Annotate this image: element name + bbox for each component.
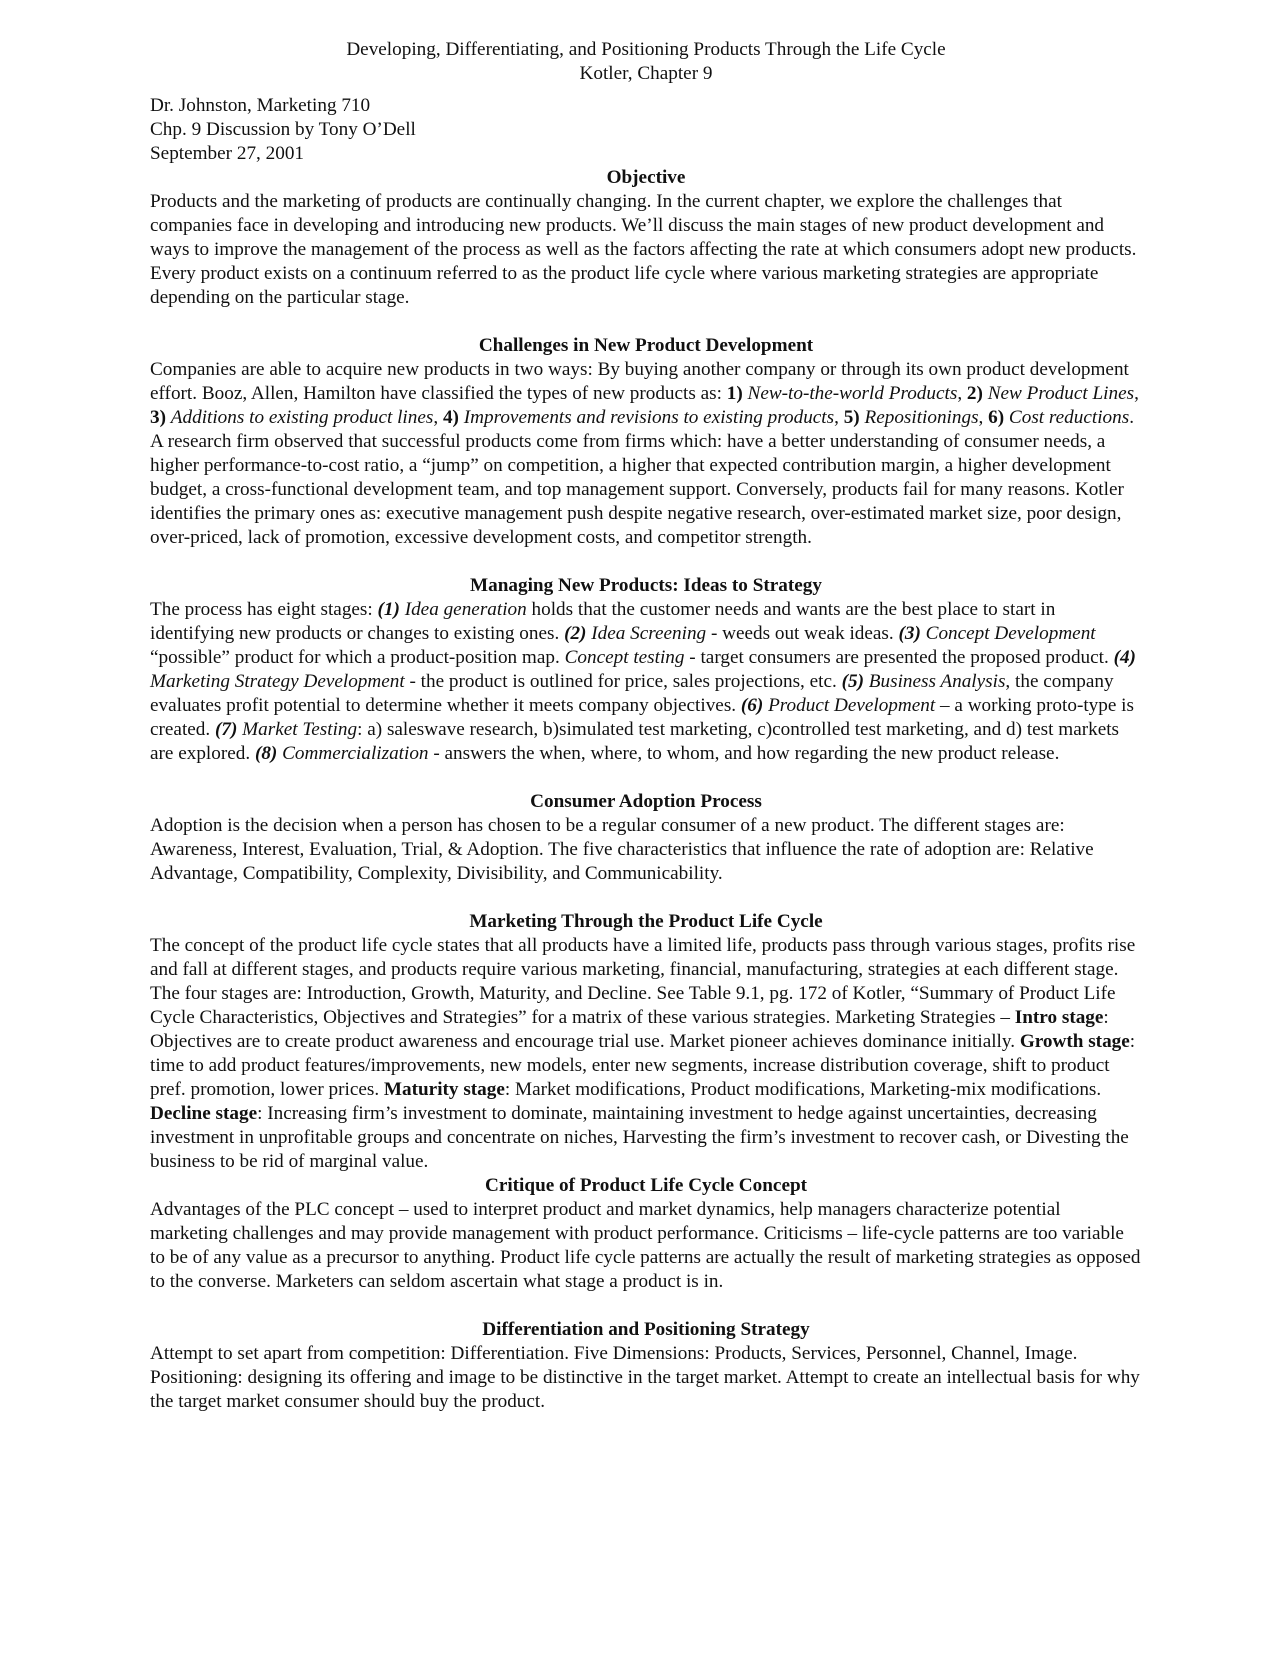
section-text-challenges: Companies are able to acquire new products in two ways: By buying another company or through its own product development effort. Booz, Allen, Hamilton have classified the types of new products as: 1) New-to-the-world Products, 2) New Product Lines, 3) Additions to existing product lines, 4) Improvements and revisions to existing products, 5) Repositionings, 6) Cost reductions. A research firm observed that successful products come from firms which: have a better understanding of consumer needs, a higher performance-to-cost ratio, a “jump” on competition, a higher that expected contribution margin, a higher development budget, a cross-functional development team, and top management support. Conversely, products fail for many reasons. Kotler identifies the primary ones as: executive management push despite negative research, over-estimated market size, poor design, over-priced, lack of promotion, excessive development costs, and competitor strength. [150,359,1139,548]
section-heading-plc: Marketing Through the Product Life Cycle [469,911,823,932]
document-subtitle: Kotler, Chapter 9 [579,63,713,84]
course-line: Dr. Johnston, Marketing 710 [150,95,371,116]
section-text-adoption: Adoption is the decision when a person has chosen to be a regular consumer of a new product. The different stages are: Awareness, Interest, Evaluation, Trial, & Adoption. The five characteristics that influence the rate of adoption are: Relative Advantage, Compatibility, Complexity, Divisibility, and Communicability. [150,815,1094,884]
discussion-line: Chp. 9 Discussion by Tony O’Dell [150,119,416,140]
section-heading-critique: Critique of Product Life Cycle Concept [484,1175,808,1196]
section-heading-adoption: Consumer Adoption Process [530,791,762,812]
section-text-plc: The concept of the product life cycle states that all products have a limited life, products pass through various stages, profits rise and fall at different stages, and products require various marketing, financial, manufacturing, strategies at each different stage. The four stages are: Introduction, Growth, Maturity, and Decline. See Table 9.1, pg. 172 of Kotler, “Summary of Product Life Cycle Characteristics, Objectives and Strategies” for a matrix of these various strategies. Marketing Strategies – Intro stage: Objectives are to create product awareness and encourage trial use. Market pioneer achieves dominance initially. Growth stage: time to add product features/improvements, new models, enter new segments, increase distribution coverage, shift to product pref. promotion, lower prices. Maturity stage: Market modifications, Product modifications, Marketing-mix modifications. Decline stage: Increasing firm’s investment to dominate, maintaining investment to hedge against uncertainties, decreasing investment in unprofitable groups and concentrate on niches, Harvesting the firm’s investment to recover cash, or Divesting the business to be rid of marginal value. [150,935,1136,1172]
section-text-managing: The process has eight stages: (1) Idea generation holds that the customer needs and wants are the best place to start in identifying new products or changes to existing ones. (2) Idea Screening - weeds out weak ideas. (3) Concept Development “possible” product for which a product-position map. Concept testing - target consumers are presented the proposed product. (4) Marketing Strategy Development - the product is outlined for price, sales projections, etc. (5) Business Analysis, the company evaluates profit potential to determine whether it meets company objectives. (6) Product Development – a working proto-type is created. (7) Market Testing: a) saleswave research, b)simulated test marketing, c)controlled test marketing, and d) test markets are explored. (8) Commercialization - answers the when, where, to whom, and how regarding the new product release. [150,599,1136,764]
section-heading-challenges: Challenges in New Product Development [478,335,814,356]
document-meta [150,94,1142,166]
document-page [150,38,1142,1414]
document-header [150,38,1142,86]
date-line: September 27, 2001 [150,143,305,164]
section-heading-differentiation: Differentiation and Positioning Strategy [482,1319,810,1340]
section-text-objective: Products and the marketing of products are continually changing. In the current chapter, we explore the challenges that companies face in developing and introducing new products. We’ll discuss the main stages of new product development and ways to improve the management of the process as well as the factors affecting the rate at which consumers adopt new products. Every product exists on a continuum referred to as the product life cycle where various marketing strategies are appropriate depending on the particular stage. [150,191,1137,308]
section-text-differentiation: Attempt to set apart from competition: Differentiation. Five Dimensions: Products, Services, Personnel, Channel, Image. Positioning: designing its offering and image to be distinctive in the target market. Attempt to create an intellectual basis for why the target market consumer should buy the product. [150,1343,1140,1412]
section-heading-objective: Objective [606,167,686,188]
document-title: Developing, Differentiating, and Positioning Products Through the Life Cycle [346,39,946,60]
section-text-critique: Advantages of the PLC concept – used to interpret product and market dynamics, help managers characterize potential marketing challenges and may provide management with product performance. Criticisms – life-cycle patterns are too variable to be of any value as a precursor to anything. Product life cycle patterns are actually the result of marketing strategies as opposed to the converse. Marketers can seldom ascertain what stage a product is in. [150,1199,1141,1292]
section-heading-managing: Managing New Products: Ideas to Strategy [470,575,822,596]
